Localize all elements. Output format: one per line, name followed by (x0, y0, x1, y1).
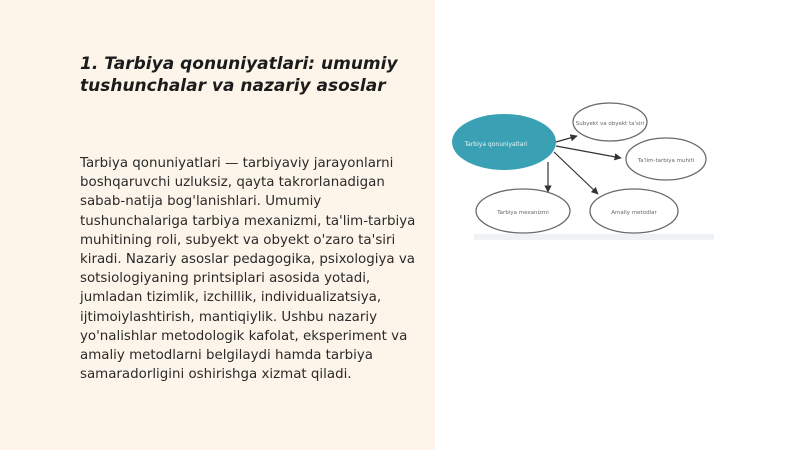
diagram-bottom-band (474, 234, 714, 240)
diagram-arrows (548, 136, 621, 194)
node-top-label: Subyekt va obyekt ta'siri (575, 121, 645, 127)
node-bottom-right-label: Amaliy metodlar (611, 210, 657, 216)
center-node (452, 114, 556, 170)
arrow-to-node-bottom-right (554, 152, 598, 194)
slide-body-text: Tarbiya qonuniyatlari — tarbiyaviy jarayonlarni boshqaruvchi uzluksiz, qayta takrorlanadigan sabab-natija bog'lanishlari. Umumiy tushunchalariga tarbiya mexanizmi, ta'lim-tarbiya muhitining roli, subyekt va obyekt o'zaro ta'siri kiradi. Nazariy asoslar pedagogika, psixologiya va sotsiologiyaning printsiplari asosida yotadi, jumladan tizimlik, izchillik, individualizatsiya, ijtimoiylashtirish, mantiqiylik. Ushbu nazariy yo'nalishlar metodologik kafolat, eksperiment va amaliy metodlarni belgilaydi hamda tarbiya samaradorligini oshirishga xizmat qiladi. (80, 156, 416, 383)
node-right-label: Ta'lim-tarbiya muhiti (637, 158, 695, 164)
node-bottom-right (590, 189, 678, 233)
node-bottom-left-label: Tarbiya mexanizmi (497, 210, 549, 216)
arrow-to-node-top (556, 136, 577, 142)
concept-diagram (464, 100, 714, 240)
node-top (573, 103, 647, 141)
slide-title: 1. Tarbiya qonuniyatlari: umumiy tushunchalar va nazariy asoslar (80, 54, 398, 96)
node-bottom-left (476, 189, 570, 233)
node-right (626, 138, 706, 180)
concept-diagram-svg (464, 100, 714, 240)
center-node-label: Tarbiya qonuniyatlari (464, 141, 528, 148)
arrow-to-node-right (556, 146, 621, 158)
